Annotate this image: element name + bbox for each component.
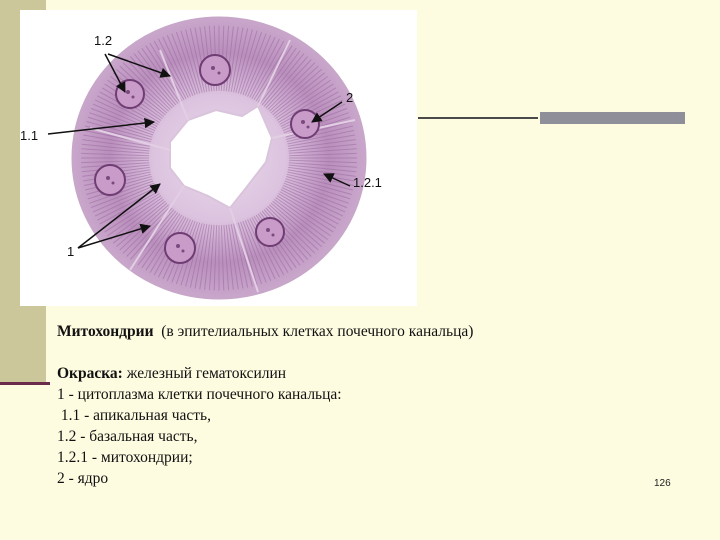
- legend-item: 1 - цитоплазма клетки почечного канальца:: [57, 386, 342, 403]
- caption-title: [57, 321, 677, 342]
- tubule-micrograph: [20, 10, 417, 306]
- left-accent-line: [0, 382, 50, 385]
- legend-item: 1.1 - апикальная часть,: [57, 407, 211, 424]
- caption-stain-rest: железный гематоксилин: [122, 365, 287, 382]
- label-1-2-1: 1.2.1: [353, 175, 382, 190]
- label-1-1: 1.1: [20, 128, 39, 143]
- legend-item: 1.2.1 - митохондрии;: [57, 449, 193, 466]
- caption-block: [57, 321, 677, 489]
- page-number: 126: [654, 478, 671, 489]
- label-1-2: 1.2: [94, 33, 113, 48]
- label-2: 2: [346, 90, 354, 105]
- legend-item: 1.2 - базальная часть,: [57, 428, 198, 445]
- title-rule-thin: [418, 117, 538, 119]
- caption-stain: [57, 363, 677, 384]
- legend-item: 2 - ядро: [57, 470, 109, 487]
- caption-title-rest: (в эпителиальных клетках почечного канальца): [153, 323, 474, 340]
- caption-stain-bold: Окраска:: [57, 365, 123, 382]
- label-1: 1: [67, 244, 75, 259]
- caption-title-bold: Митохондрии: [57, 323, 154, 340]
- title-rule-thick: [540, 112, 685, 124]
